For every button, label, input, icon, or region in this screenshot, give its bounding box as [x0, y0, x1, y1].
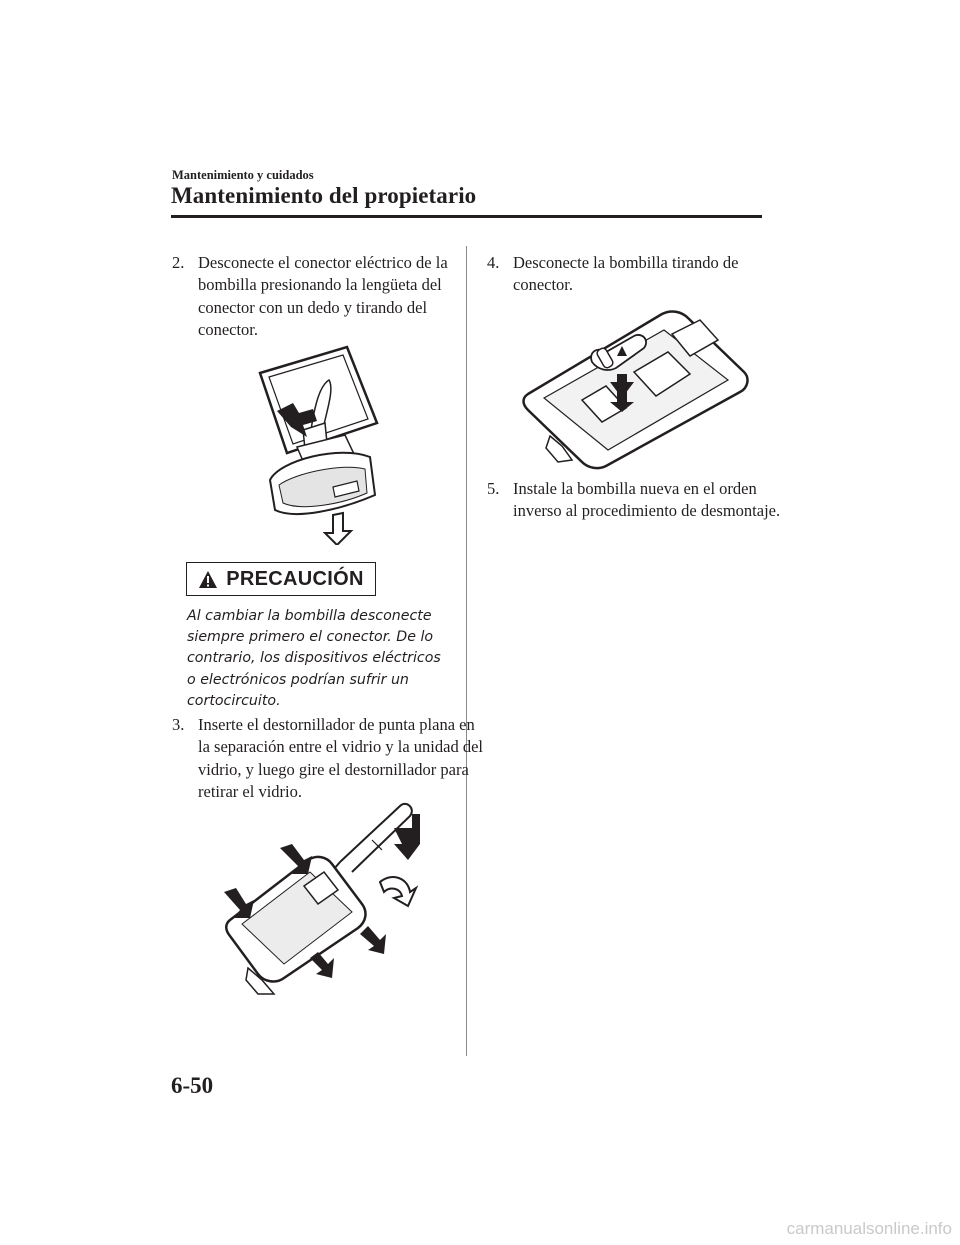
page-number: 6-50: [171, 1073, 214, 1098]
watermark: carmanualsonline.info: [786, 1219, 952, 1238]
step-3-text: Inserte el destornillador de punta plana en la separación entre el vidrio y la unidad del vidrio, y luego gire el destornillador para retirar el vidrio.: [198, 715, 483, 801]
figure-disconnect-connector: [255, 345, 385, 545]
step-5-text: Instale la bombilla nueva en el orden inverso al procedimiento de desmontaje.: [513, 479, 781, 521]
step-2-text: Desconecte el conector eléctrico de la bombilla presionando la lengüeta del conector con un dedo y tirando del conector.: [198, 253, 448, 339]
step-3: [172, 714, 483, 803]
step-4: [487, 252, 788, 297]
step-4-number: 4.: [487, 253, 500, 272]
step-5-number: 5.: [487, 479, 500, 498]
warning-icon: [198, 570, 218, 589]
section-label: Mantenimiento y cuidados: [172, 168, 314, 182]
step-2: [172, 252, 468, 341]
step-2-number: 2.: [172, 253, 185, 272]
figure-remove-glass: [222, 800, 427, 995]
step-5: [487, 478, 788, 523]
title-rule: [171, 215, 762, 218]
figure-remove-bulb: [522, 310, 750, 470]
caution-text: Al cambiar la bombilla desconecte siempre primero el conector. De lo contrario, los dispositivos eléctricos o electrónicos podrían sufrir un cortocircuito.: [187, 608, 441, 709]
page-title: Mantenimiento del propietario: [171, 183, 477, 208]
step-3-number: 3.: [172, 715, 185, 734]
step-4-text: Desconecte la bombilla tirando de conector.: [513, 253, 739, 295]
caution-label: PRECAUCIÓN: [226, 567, 364, 590]
caution-box: [186, 562, 376, 596]
column-divider: [466, 246, 467, 1056]
